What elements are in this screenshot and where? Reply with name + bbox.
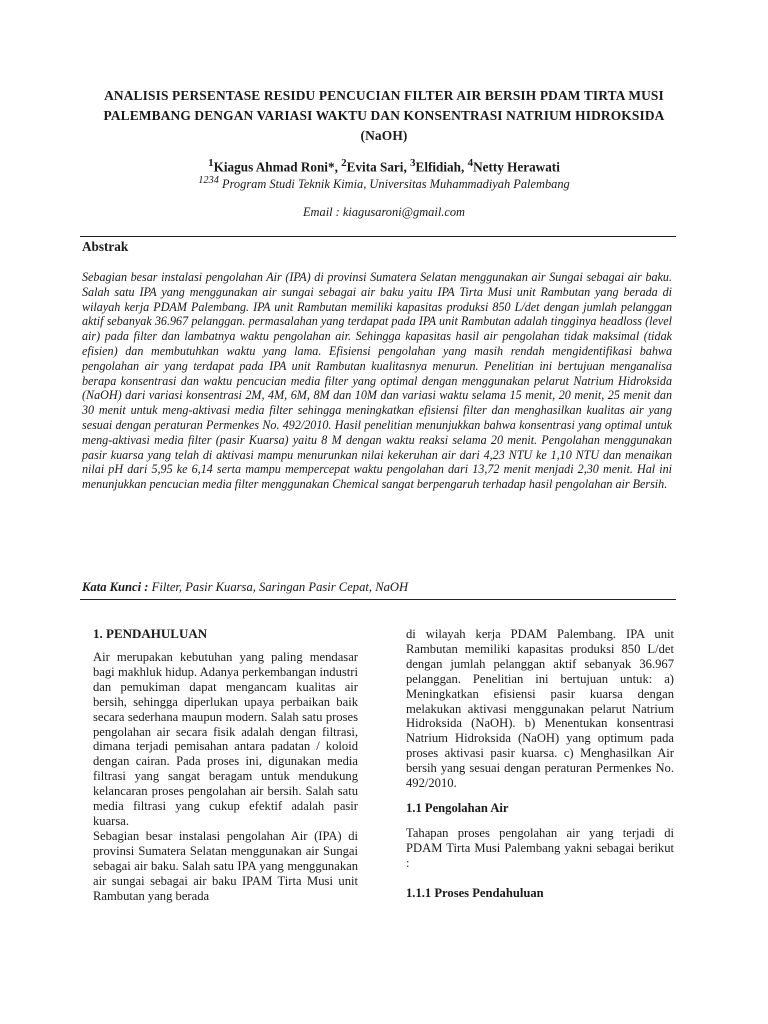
author-1-sep: , <box>334 159 342 175</box>
author-3-name: Elfidiah <box>415 159 461 175</box>
left-column <box>93 625 358 903</box>
author-4-name: Netty Herawati <box>473 159 560 175</box>
author-2-sep: , <box>403 159 411 175</box>
abstract-heading: Abstrak <box>82 239 129 254</box>
subsection-heading-pengolahan-air: 1.1 Pengolahan Air <box>406 800 509 815</box>
paper-title: ANALISIS PERSENTASE RESIDU PENCUCIAN FILTER AIR BERSIH PDAM TIRTA MUSI PALEMBANG DENGAN VARIASI WAKTU DAN KONSENTRASI NATRIUM HIDROKSIDA (NaOH) <box>103 88 665 143</box>
author-3-sup: 3 <box>410 157 416 169</box>
keywords-text: Filter, Pasir Kuarsa, Saringan Pasir Cepat, NaOH <box>148 580 409 594</box>
abstract-top-rule <box>80 236 676 237</box>
author-3-sep: , <box>460 159 468 175</box>
intro-paragraph-3: di wilayah kerja PDAM Palembang. IPA unit Rambutan memiliki kapasitas produksi 850 L/det dengan jumlah pelanggan aktif sebanyak 36.967 pelanggan. Penelitian ini bertujuan untuk: a) Meningkatkan efisiensi pasir kuarsa dengan melakukan aktivasi menggunakan pelarut Natrium Hidroksida (NaOH). b) Menentukan konsentrasi Natrium Hidroksida (NaOH) yang optimum pada proses aktivasi pasir kuarsa. c) Menghasilkan Air bersih yang sesuai dengan peraturan Permenkes No. 492/2010. <box>406 627 674 791</box>
affiliation-text: Program Studi Teknik Kimia, Universitas Muhammadiyah Palembang <box>218 177 570 192</box>
author-1-sup: 1 <box>208 157 214 169</box>
keywords-label: Kata Kunci : <box>82 580 149 594</box>
affiliation-sup: 1234 <box>198 175 219 186</box>
right-column <box>406 627 674 902</box>
subsubsection-heading-proses-pendahuluan: 1.1.1 Proses Pendahuluan <box>406 885 544 900</box>
abstract-body: Sebagian besar instalasi pengolahan Air (IPA) di provinsi Sumatera Selatan menggunakan air Sungai sebagai air baku. Salah satu IPA yang menggunakan air sungai sebagai air baku yaitu IPA Tirta Musi unit Rambutan yang berada di wilayah kerja PDAM Palembang. IPA unit Rambutan memiliki kapasitas produksi 850 L/det dengan jumlah pelanggan aktif sebanyak 36.967 pelanggan. permasalahan yang terdapat pada IPA unit Rambutan adalah tingginya headloss (level air) pada filter dan lambatnya waktu pengolahan air. Sehingga kapasitas hasil air pengolahan tidak maksimal (tidak efisien) dan membutuhkan waktu yang lama. Efisiensi pengolahan yang masih rendah mengidentifikasi bahwa pengolahan air yang terdapat pada IPA unit Rambutan kualitasnya menurun. Penelitian ini bertujuan menganalisa berapa konsentrasi dan waktu pencucian media filter yang optimal dengan menggunakan pelarut Natrium Hidroksida (NaOH) dari variasi konsentrasi 2M, 4M, 6M, 8M dan 10M dan variasi waktu selama 15 menit, 20 menit, 25 menit dan 30 menit untuk meng-aktivasi media filter sehingga meningkatkan efisiensi filter dan menghasilkan kualitas air yang sesuai dengan peraturan Permenkes No. 492/2010. Hasil penelitian menunjukkan bahwa konsentrasi yang optimal untuk meng-aktivasi media filter (pasir Kuarsa) yaitu 8 M dengan waktu reaksi selama 20 menit. Pengolahan menggunakan pasir kuarsa yang telah di aktivasi mampu menurunkan nilai kekeruhan air dari 4,23 NTU ke 1,10 NTU dan menaikan nilai pH dari 5,95 ke 6,14 serta mampu mempercepat waktu pengolahan dari 13,72 menit menjadi 2,30 menit. Hal ini menunjukkan pencucian media filter menggunakan Chemical sangat berpengaruh terhadap hasil pengolahan air Bersih. <box>82 270 672 492</box>
affiliation <box>60 172 708 193</box>
abstract-bottom-rule <box>80 599 676 600</box>
author-2-sup: 2 <box>341 157 347 169</box>
intro-paragraph-2: Sebagian besar instalasi pengolahan Air (IPA) di provinsi Sumatera Selatan menggunakan air Sungai sebagai air baku. Salah satu IPA yang menggunakan air sungai sebagai air baku IPAM Tirta Musi unit Rambutan yang berada <box>93 828 358 903</box>
intro-paragraph-1: Air merupakan kebutuhan yang paling mendasar bagi makhluk hidup. Adanya perkembangan industri dan pemukiman dapat mengancam kualitas air bersih, sehingga diperlukan upaya perbaikan baik secara sederhana maupun modern. Salah satu proses pengolahan air secara fisik adalah dengan filtrasi, dimana terjadi pemisahan antara padatan / koloid dengan cairan. Pada proses ini, digunakan media filtrasi yang sangat beragam untuk mendukung kelancaran proses pengolahan air bersih. Salah satu media filtrasi yang cukup efektif adalah pasir kuarsa. <box>93 650 358 828</box>
author-2-name: Evita Sari <box>346 159 404 175</box>
keywords <box>82 578 676 596</box>
subsection-paragraph: Tahapan proses pengolahan air yang terjadi di PDAM Tirta Musi Palembang yakni sebagai berikut : <box>406 825 674 870</box>
section-heading-pendahuluan: 1. PENDAHULUAN <box>93 626 208 641</box>
author-1-name: Kiagus Ahmad Roni* <box>213 159 335 175</box>
author-4-sup: 4 <box>467 157 474 169</box>
author-email: Email : kiagusaroni@gmail.com <box>302 205 466 219</box>
